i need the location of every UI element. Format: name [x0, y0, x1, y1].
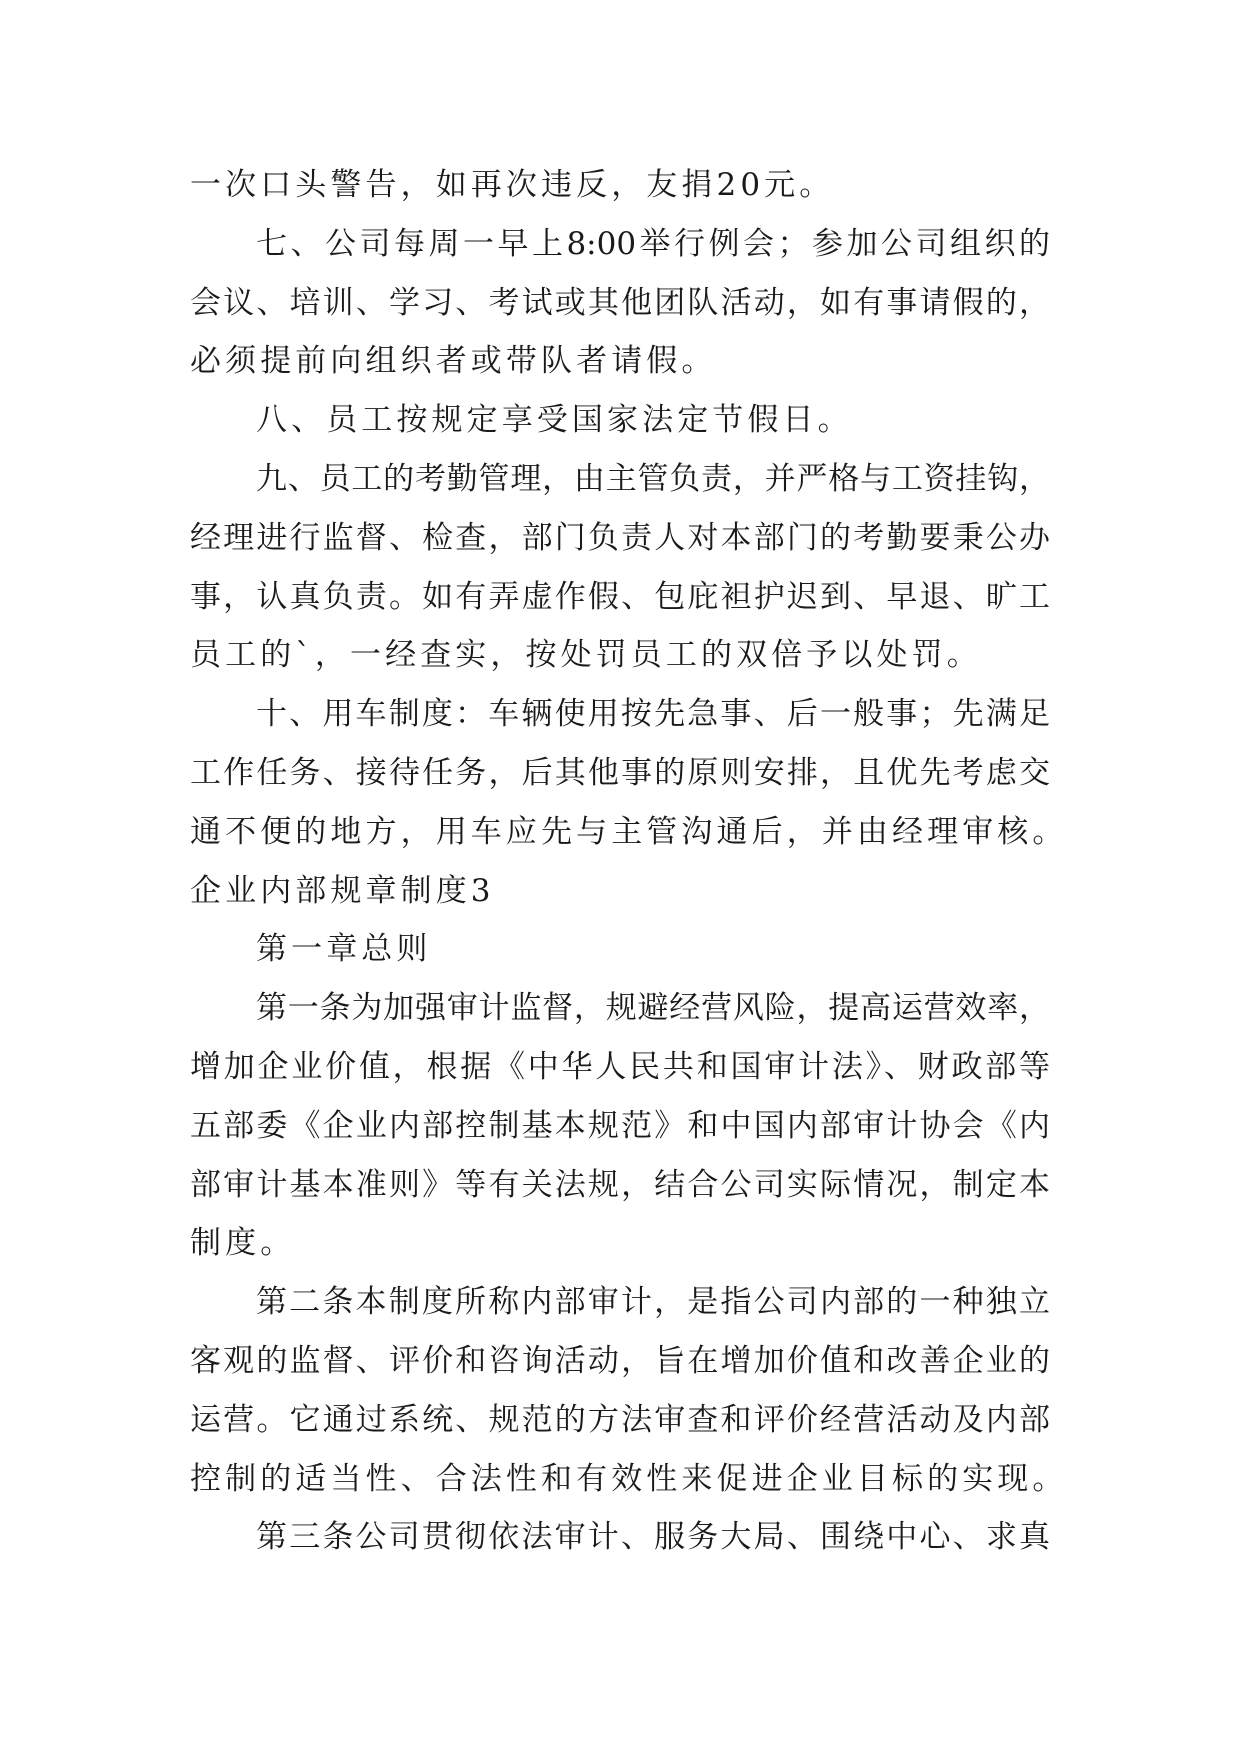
text-line: 会议、培训、学习、考试或其他团队活动，如有事请假的， — [190, 284, 1050, 321]
text-line: 经理进行监督、检查，部门负责人对本部门的考勤要秉公办 — [190, 519, 1050, 556]
text-line: 第一条为加强审计监督，规避经营风险，提高运营效率， — [256, 990, 1050, 1027]
section-title: 企业内部规章制度3 — [190, 872, 495, 909]
text-line: 增加企业价值，根据《中华人民共和国审计法》、财政部等 — [190, 1048, 1050, 1085]
text-line: 工作任务、接待任务，后其他事的原则安排，且优先考虑交 — [190, 754, 1050, 791]
text-line: 七、公司每周一早上8:00举行例会；参加公司组织的 — [256, 225, 1050, 262]
text-line: 八、员工按规定享受国家法定节假日。 — [256, 402, 853, 439]
document-body — [190, 156, 1068, 1567]
text-line: 第三条公司贯彻依法审计、服务大局、围绕中心、求真 — [256, 1519, 1050, 1556]
text-line: 一次口头警告，如再次违反，友捐20元。 — [190, 167, 835, 203]
text-line: 十、用车制度：车辆使用按先急事、后一般事；先满足 — [256, 696, 1050, 733]
text-line: 必须提前向组织者或带队者请假。 — [190, 343, 717, 380]
text-line: 运营。它通过系统、规范的方法审查和评价经营活动及内部 — [190, 1401, 1050, 1438]
text-line: 控制的适当性、合法性和有效性来促进企业目标的实现。 — [190, 1460, 1068, 1497]
text-line: 制度。 — [190, 1225, 296, 1262]
text-line: 客观的监督、评价和咨询活动，旨在增加价值和改善企业的 — [190, 1342, 1050, 1379]
text-line: 事，认真负责。如有弄虚作假、包庇袒护迟到、早退、旷工 — [190, 578, 1050, 615]
text-line: 九、员工的考勤管理，由主管负责，并严格与工资挂钩， — [256, 460, 1050, 497]
text-line: 员工的`，一经查实，按处罚员工的双倍予以处罚。 — [190, 637, 982, 674]
text-line: 通不便的地方，用车应先与主管沟通后，并由经理审核。 — [190, 813, 1068, 850]
text-line: 五部委《企业内部控制基本规范》和中国内部审计协会《内 — [190, 1107, 1050, 1144]
text-line: 第二条本制度所称内部审计，是指公司内部的一种独立 — [256, 1284, 1050, 1321]
text-line: 部审计基本准则》等有关法规，结合公司实际情况，制定本 — [190, 1166, 1050, 1203]
chapter-heading: 第一章总则 — [256, 931, 432, 968]
